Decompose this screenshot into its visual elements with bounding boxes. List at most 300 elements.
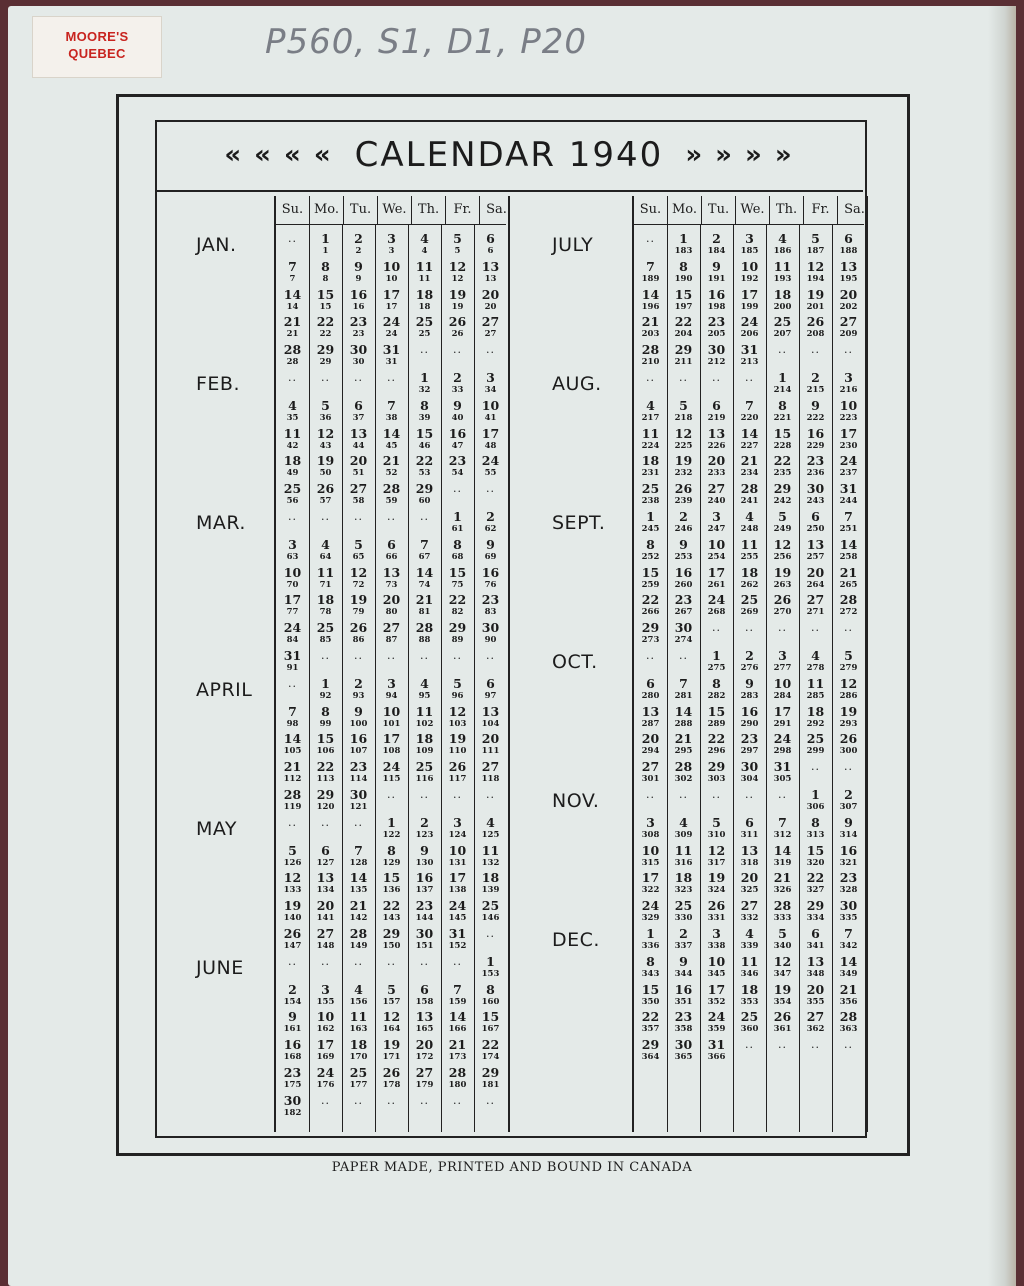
day-cell	[733, 705, 766, 733]
sticker-line-2: QUEBEC	[68, 46, 126, 61]
day-number: 1	[453, 509, 462, 524]
day-cell	[474, 732, 507, 760]
day-cell	[342, 427, 375, 455]
day-of-year: 141	[316, 913, 335, 924]
empty-day: ..	[745, 1038, 754, 1052]
day-number: 29	[773, 481, 792, 497]
day-number: 1	[646, 926, 655, 941]
day-cell	[441, 288, 474, 316]
day-of-year: 252	[641, 551, 660, 562]
day-of-year: 195	[839, 273, 858, 284]
day-of-year: 200	[773, 301, 792, 312]
day-of-year: 332	[740, 913, 759, 924]
day-number: 13	[349, 425, 368, 441]
empty-day: ..	[646, 232, 655, 245]
day-of-year: 73	[385, 579, 398, 590]
day-cell	[474, 454, 507, 482]
day-cell	[375, 705, 408, 733]
day-number: 28	[839, 1009, 858, 1025]
day-of-year: 251	[839, 524, 858, 534]
day-of-year: 35	[286, 412, 299, 423]
day-cell	[276, 788, 309, 816]
day-cell	[375, 260, 408, 288]
empty-day: ..	[321, 649, 330, 662]
day-of-year: 68	[451, 551, 464, 562]
day-of-year: 232	[674, 468, 693, 479]
day-number: 7	[745, 397, 754, 413]
day-of-year: 290	[740, 718, 759, 729]
day-cell	[276, 315, 309, 343]
day-number: 18	[415, 731, 434, 747]
day-of-year: 213	[740, 357, 759, 368]
day-number: 20	[349, 453, 368, 469]
day-of-year: 196	[641, 301, 660, 312]
day-number: 27	[415, 1065, 434, 1080]
day-of-year: 331	[707, 913, 726, 924]
day-number: 30	[283, 1092, 302, 1108]
day-number: 1	[321, 675, 330, 691]
day-number: 17	[641, 870, 660, 886]
day-cell	[667, 371, 700, 399]
day-number: 21	[674, 731, 693, 747]
day-cell	[474, 871, 507, 899]
day-of-year: 144	[415, 913, 434, 924]
day-number: 13	[316, 870, 335, 886]
day-number: 11	[316, 564, 335, 580]
day-number: 27	[641, 759, 660, 775]
day-of-year: 21	[286, 329, 299, 340]
day-cell	[733, 955, 766, 983]
day-cell	[667, 566, 700, 594]
weekday-th: Th.	[770, 196, 804, 224]
weekday-fr: Fr.	[446, 196, 480, 224]
day-number: 1	[811, 787, 820, 802]
day-cell	[667, 871, 700, 899]
weekday-sa: Sa.	[844, 202, 865, 217]
day-number: 8	[387, 842, 396, 858]
day-cell	[441, 955, 474, 983]
day-of-year: 300	[839, 746, 858, 757]
day-of-year: 351	[674, 996, 693, 1007]
empty-day: ..	[321, 1093, 330, 1107]
empty-day: ..	[844, 760, 853, 774]
empty-day: ..	[387, 788, 396, 801]
day-of-year: 205	[707, 329, 726, 340]
day-number: 18	[740, 564, 759, 580]
day-number: 29	[481, 1065, 500, 1080]
day-number: 30	[349, 787, 368, 802]
day-of-year: 304	[740, 774, 759, 785]
day-of-year: 31	[385, 357, 398, 368]
day-number: 20	[740, 870, 759, 886]
day-of-year: 354	[773, 996, 792, 1007]
weekday-we: We.	[378, 196, 412, 224]
day-number: 9	[420, 842, 429, 858]
day-number: 22	[382, 898, 401, 914]
day-number: 9	[679, 953, 688, 969]
day-cell	[375, 427, 408, 455]
day-cell	[408, 1094, 441, 1122]
day-of-year: 105	[283, 746, 302, 757]
day-cell	[700, 844, 733, 872]
day-cell	[799, 732, 832, 760]
day-cell	[733, 871, 766, 899]
day-number: 23	[349, 314, 368, 330]
day-number: 16	[283, 1037, 302, 1053]
day-cell	[474, 288, 507, 316]
day-of-year: 170	[349, 1052, 368, 1063]
day-number: 17	[773, 703, 792, 719]
empty-day: ..	[420, 649, 429, 662]
day-of-year: 15	[319, 301, 332, 312]
day-of-year: 41	[484, 412, 497, 423]
day-number: 17	[382, 286, 401, 302]
day-of-year: 140	[283, 913, 302, 924]
day-of-year: 183	[674, 246, 693, 256]
day-cell	[634, 844, 667, 872]
day-of-year: 318	[740, 857, 759, 868]
day-cell	[276, 705, 309, 733]
day-of-year: 126	[283, 857, 302, 868]
day-of-year: 163	[349, 1024, 368, 1035]
day-of-year: 161	[283, 1024, 302, 1035]
day-cell	[799, 371, 832, 399]
day-number: 23	[674, 592, 693, 608]
day-of-year: 253	[674, 551, 693, 562]
day-of-year: 275	[707, 663, 726, 673]
day-of-year: 329	[641, 913, 660, 924]
day-cell	[441, 399, 474, 427]
empty-day: ..	[778, 343, 787, 357]
day-number: 12	[448, 258, 467, 274]
day-of-year: 263	[773, 579, 792, 590]
day-of-year: 178	[382, 1080, 401, 1090]
day-number: 18	[641, 453, 660, 469]
day-number: 24	[382, 759, 401, 775]
day-number: 27	[806, 1009, 825, 1025]
day-of-year: 346	[740, 968, 759, 979]
day-cell	[667, 983, 700, 1011]
day-cell	[634, 1038, 667, 1066]
day-of-year: 27	[484, 329, 497, 340]
empty-day: ..	[354, 510, 363, 523]
empty-day: ..	[321, 815, 330, 829]
day-cell	[276, 427, 309, 455]
day-of-year: 349	[839, 968, 858, 979]
day-of-year: 6	[487, 246, 494, 256]
day-of-year: 181	[481, 1080, 500, 1090]
day-number: 29	[415, 481, 434, 497]
day-number: 24	[839, 453, 858, 469]
day-of-year: 277	[773, 663, 792, 673]
day-cell	[667, 1038, 700, 1066]
day-of-year: 150	[382, 941, 401, 951]
day-of-year: 90	[484, 635, 497, 646]
day-cell	[733, 1010, 766, 1038]
day-cell	[309, 427, 342, 455]
day-cell	[832, 427, 865, 455]
day-number: 12	[283, 870, 302, 886]
day-number: 6	[321, 842, 330, 858]
day-of-year: 69	[484, 551, 497, 562]
day-cell	[276, 677, 309, 705]
day-number: 14	[415, 564, 434, 580]
day-cell	[309, 482, 342, 510]
day-number: 16	[481, 564, 500, 580]
day-of-year: 292	[806, 718, 825, 729]
day-cell	[733, 399, 766, 427]
day-cell	[309, 955, 342, 983]
day-number: 17	[316, 1037, 335, 1053]
day-number: 22	[674, 314, 693, 330]
day-number: 22	[806, 870, 825, 886]
day-of-year: 103	[448, 718, 467, 729]
day-of-year: 110	[448, 746, 467, 757]
day-cell	[799, 705, 832, 733]
day-cell	[309, 983, 342, 1011]
day-of-year: 155	[316, 996, 335, 1007]
day-of-year: 207	[773, 329, 792, 340]
day-of-year: 158	[415, 996, 434, 1007]
day-cell	[733, 593, 766, 621]
day-number: 10	[316, 1009, 335, 1025]
empty-day: ..	[288, 954, 297, 968]
day-of-year: 82	[451, 607, 464, 618]
day-of-year: 298	[773, 746, 792, 757]
day-number: 10	[707, 536, 726, 552]
day-of-year: 99	[319, 718, 332, 729]
day-cell	[766, 454, 799, 482]
day-of-year: 262	[740, 579, 759, 590]
day-of-year: 188	[839, 246, 858, 256]
day-number: 1	[486, 953, 495, 969]
empty-day: ..	[745, 371, 754, 384]
day-cell	[441, 871, 474, 899]
day-number: 3	[288, 536, 297, 552]
day-of-year: 187	[806, 246, 825, 256]
day-cell	[832, 593, 865, 621]
day-cell	[733, 538, 766, 566]
day-cell	[766, 315, 799, 343]
day-cell	[799, 788, 832, 816]
day-cell	[634, 427, 667, 455]
weekday-tu: Tu.	[702, 196, 736, 224]
day-of-year: 168	[283, 1052, 302, 1063]
day-cell	[375, 983, 408, 1011]
day-cell	[733, 760, 766, 788]
day-cell	[441, 677, 474, 705]
day-number: 16	[349, 731, 368, 747]
day-cell	[276, 732, 309, 760]
day-cell	[634, 260, 667, 288]
day-of-year: 136	[382, 885, 401, 896]
day-of-year: 228	[773, 440, 792, 451]
day-of-year: 208	[806, 329, 825, 340]
day-of-year: 83	[484, 607, 497, 618]
day-cell	[766, 482, 799, 510]
handwritten-note: P560, S1, D1, P20	[265, 22, 588, 62]
day-cell	[832, 871, 865, 899]
day-number: 28	[283, 787, 302, 802]
day-cell	[408, 1038, 441, 1066]
day-of-year: 98	[286, 718, 299, 729]
day-cell	[342, 538, 375, 566]
day-number: 25	[316, 620, 335, 636]
day-of-year: 107	[349, 746, 368, 757]
day-number: 19	[839, 703, 858, 719]
day-cell	[474, 649, 507, 677]
day-number: 5	[679, 397, 688, 413]
day-cell	[832, 705, 865, 733]
day-number: 15	[382, 870, 401, 886]
day-of-year: 192	[740, 273, 759, 284]
day-cell	[309, 621, 342, 649]
month-label: AUG.	[552, 373, 602, 395]
day-cell	[667, 732, 700, 760]
day-number: 8	[712, 675, 721, 691]
day-number: 3	[745, 231, 754, 246]
day-cell	[700, 232, 733, 260]
day-cell	[634, 927, 667, 955]
day-number: 22	[316, 314, 335, 330]
day-of-year: 114	[349, 774, 368, 785]
day-number: 22	[773, 453, 792, 469]
day-of-year: 194	[806, 273, 825, 284]
day-of-year: 142	[349, 913, 368, 924]
day-of-year: 87	[385, 635, 398, 646]
day-of-year: 191	[707, 273, 726, 284]
day-number: 22	[707, 731, 726, 747]
day-cell	[799, 510, 832, 538]
day-cell	[375, 510, 408, 538]
day-cell	[276, 983, 309, 1011]
day-cell	[733, 427, 766, 455]
day-cell	[700, 315, 733, 343]
day-number: 31	[773, 759, 792, 775]
day-number: 27	[382, 620, 401, 636]
day-of-year: 123	[415, 829, 434, 840]
day-cell	[474, 705, 507, 733]
day-of-year: 297	[740, 746, 759, 757]
day-cell	[700, 399, 733, 427]
day-number: 21	[448, 1037, 467, 1053]
day-of-year: 34	[484, 385, 497, 395]
day-cell	[276, 454, 309, 482]
day-cell	[766, 566, 799, 594]
day-cell	[375, 288, 408, 316]
empty-day: ..	[453, 482, 462, 496]
day-cell	[832, 621, 865, 649]
day-cell	[766, 649, 799, 677]
day-number: 26	[674, 481, 693, 497]
day-cell	[441, 844, 474, 872]
day-cell	[832, 371, 865, 399]
day-of-year: 333	[773, 913, 792, 924]
day-of-year: 43	[319, 440, 332, 451]
empty-day: ..	[354, 815, 363, 829]
day-cell	[634, 399, 667, 427]
day-number: 11	[740, 953, 759, 969]
day-cell	[375, 871, 408, 899]
day-cell	[733, 788, 766, 816]
day-of-year: 46	[418, 440, 431, 451]
day-cell	[408, 871, 441, 899]
day-number: 26	[349, 620, 368, 636]
day-of-year: 212	[707, 357, 726, 368]
day-number: 18	[740, 981, 759, 997]
day-of-year: 344	[674, 968, 693, 979]
day-of-year: 130	[415, 857, 434, 868]
day-of-year: 314	[839, 829, 858, 840]
day-cell	[375, 816, 408, 844]
day-number: 11	[806, 675, 825, 691]
day-cell	[733, 288, 766, 316]
day-of-year: 96	[451, 690, 464, 701]
day-cell	[667, 955, 700, 983]
day-number: 25	[349, 1065, 368, 1080]
day-cell	[375, 399, 408, 427]
day-number: 18	[481, 870, 500, 886]
day-cell	[276, 1010, 309, 1038]
day-cell	[832, 927, 865, 955]
day-of-year: 47	[451, 440, 464, 451]
day-number: 24	[448, 898, 467, 914]
day-number: 27	[707, 481, 726, 497]
day-number: 15	[641, 981, 660, 997]
day-cell	[309, 1038, 342, 1066]
day-cell	[276, 1094, 309, 1122]
day-number: 14	[839, 536, 858, 552]
day-number: 5	[321, 397, 330, 413]
day-number: 26	[448, 314, 467, 330]
day-number: 16	[415, 870, 434, 886]
day-cell	[342, 788, 375, 816]
day-number: 23	[283, 1065, 302, 1080]
day-of-year: 17	[385, 301, 398, 312]
day-number: 20	[806, 981, 825, 997]
day-cell	[474, 260, 507, 288]
day-of-year: 321	[839, 857, 858, 868]
day-of-year: 264	[806, 579, 825, 590]
day-of-year: 97	[484, 690, 497, 701]
day-of-year: 234	[740, 468, 759, 479]
day-cell	[441, 343, 474, 371]
day-of-year: 236	[806, 468, 825, 479]
day-cell	[342, 371, 375, 399]
day-cell	[766, 1010, 799, 1038]
day-cell	[733, 621, 766, 649]
day-of-year: 363	[839, 1024, 858, 1035]
day-number: 8	[646, 953, 655, 969]
day-number: 21	[283, 759, 302, 775]
day-cell	[667, 705, 700, 733]
day-of-year: 81	[418, 607, 431, 618]
day-number: 13	[806, 536, 825, 552]
day-cell	[375, 844, 408, 872]
day-of-year: 260	[674, 579, 693, 590]
day-cell	[408, 899, 441, 927]
day-of-year: 37	[352, 412, 365, 423]
day-of-year: 61	[451, 524, 464, 534]
day-cell	[375, 454, 408, 482]
day-number: 10	[641, 842, 660, 858]
day-number: 29	[316, 787, 335, 802]
day-number: 31	[707, 1037, 726, 1053]
day-cell	[700, 1038, 733, 1066]
day-cell	[342, 705, 375, 733]
day-cell	[441, 315, 474, 343]
day-cell	[799, 538, 832, 566]
